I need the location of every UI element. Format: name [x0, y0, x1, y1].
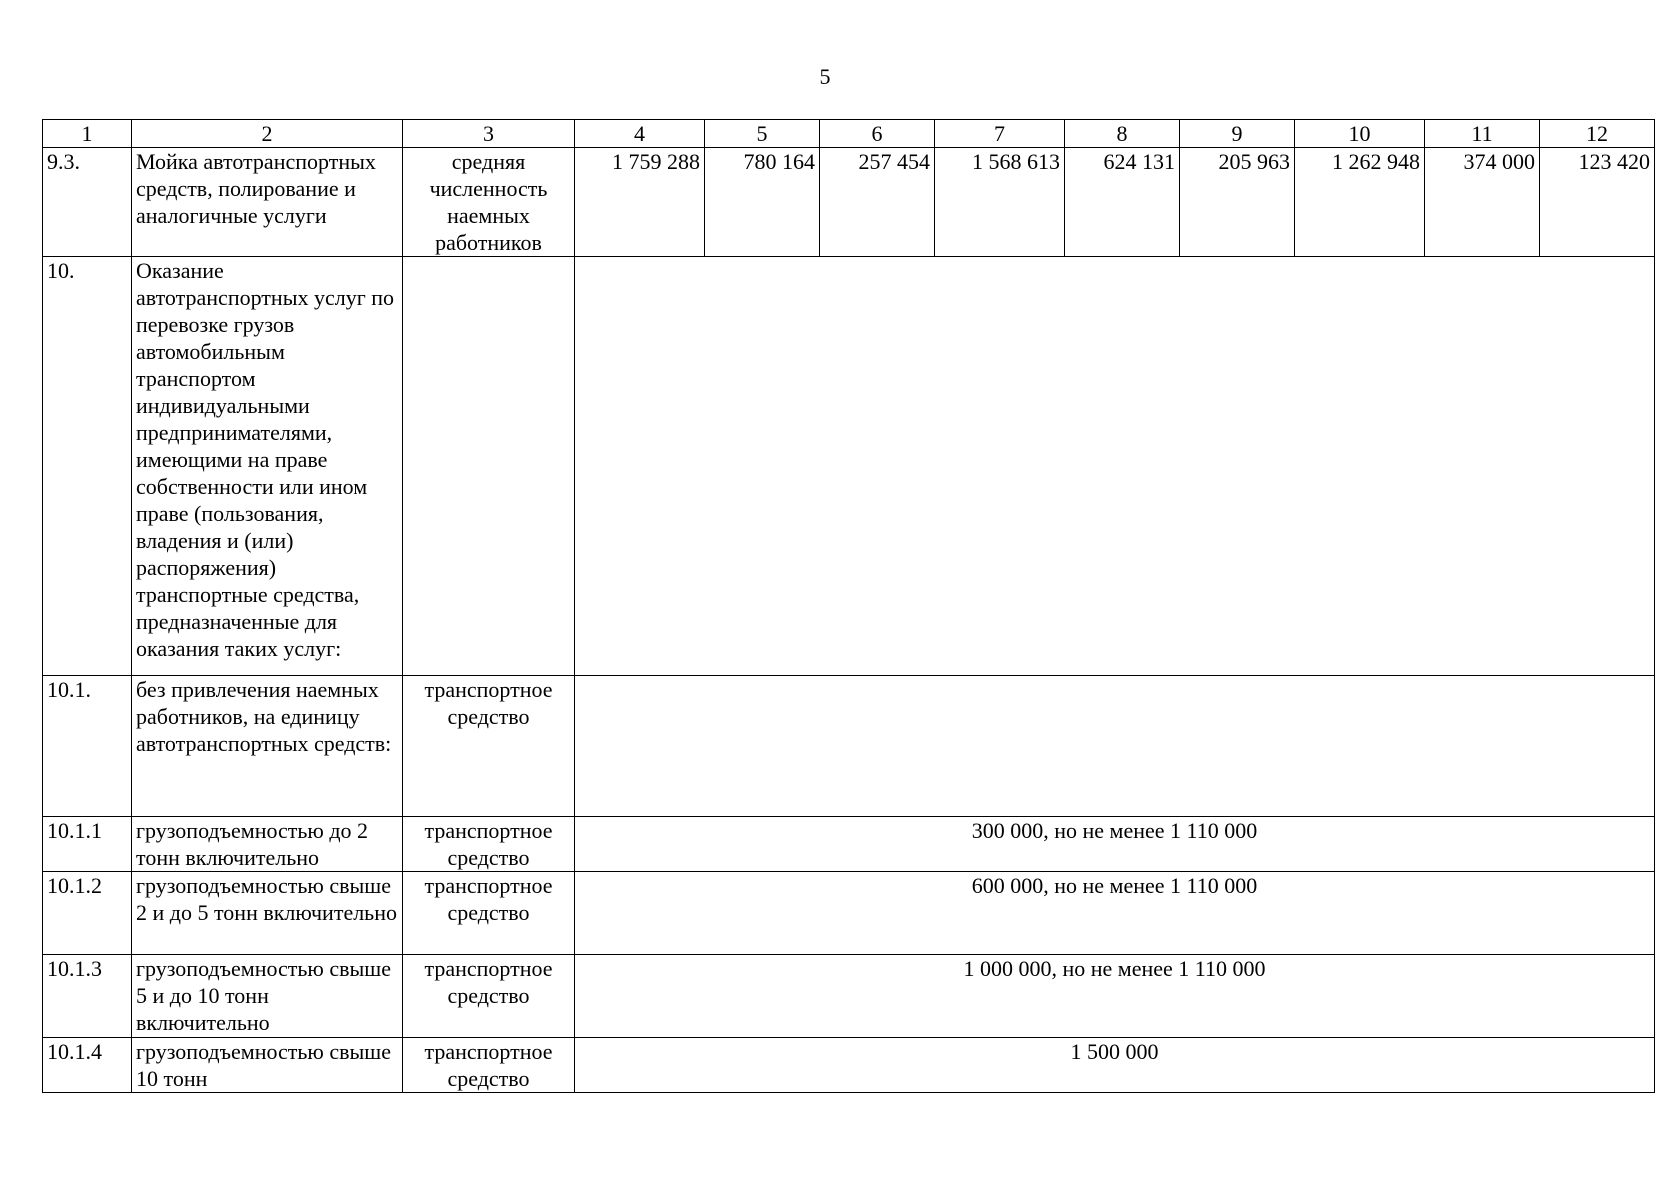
- value-cell: 780 164: [705, 148, 820, 257]
- row-number: 9.3.: [43, 148, 132, 257]
- page-number: 5: [819, 64, 831, 89]
- row-unit: транспортное средство: [403, 676, 575, 817]
- value-cell: 205 963: [1180, 148, 1295, 257]
- column-header: 3: [403, 120, 575, 148]
- column-header: 4: [575, 120, 705, 148]
- column-header: 10: [1295, 120, 1425, 148]
- row-name: грузоподъемностью свыше 2 и до 5 тонн включительно: [132, 872, 403, 955]
- value-cell: 123 420: [1540, 148, 1655, 257]
- value-cell: 1 759 288: [575, 148, 705, 257]
- column-header: 11: [1425, 120, 1540, 148]
- value-cell: 374 000: [1425, 148, 1540, 257]
- table-row: [43, 872, 1655, 955]
- row-number: 10.1.2: [43, 872, 132, 955]
- row-number: 10.1.: [43, 676, 132, 817]
- merged-value-cell: 1 500 000: [575, 1038, 1655, 1093]
- row-name: без привлечения наемных работников, на единицу автотранспортных средств:: [132, 676, 403, 817]
- value-cell: 1 262 948: [1295, 148, 1425, 257]
- row-unit: транспортное средство: [403, 955, 575, 1038]
- row-name: грузоподъемностью до 2 тонн включительно: [132, 817, 403, 872]
- value-cell: 257 454: [820, 148, 935, 257]
- row-number: 10.: [43, 257, 132, 676]
- row-number: 10.1.4: [43, 1038, 132, 1093]
- table-row: [43, 1038, 1655, 1093]
- value-cell: 624 131: [1065, 148, 1180, 257]
- row-unit: транспортное средство: [403, 817, 575, 872]
- merged-value-cell: [575, 676, 1655, 817]
- column-header: 6: [820, 120, 935, 148]
- merged-value-cell: [575, 257, 1655, 676]
- tax-rates-table: [42, 119, 1655, 1093]
- merged-value-cell: 600 000, но не менее 1 110 000: [575, 872, 1655, 955]
- row-number: 10.1.3: [43, 955, 132, 1038]
- column-header: 7: [935, 120, 1065, 148]
- row-name: грузоподъемностью свыше 10 тонн: [132, 1038, 403, 1093]
- column-header: 2: [132, 120, 403, 148]
- column-header: 8: [1065, 120, 1180, 148]
- row-unit: [403, 257, 575, 676]
- merged-value-cell: 1 000 000, но не менее 1 110 000: [575, 955, 1655, 1038]
- row-unit: средняя численность наемных работников: [403, 148, 575, 257]
- merged-value-cell: 300 000, но не менее 1 110 000: [575, 817, 1655, 872]
- table-row: [43, 148, 1655, 257]
- row-unit: транспортное средство: [403, 1038, 575, 1093]
- row-name: Оказание автотранспортных услуг по перевозке грузов автомобильным транспортом индивидуальными предпринимателями, имеющими на праве собственности или ином праве (пользования, владения и (или) распоряжения) транспортные средства, предназначенные для оказания таких услуг:: [132, 257, 403, 676]
- column-header: 5: [705, 120, 820, 148]
- header-row: [43, 120, 1655, 148]
- value-cell: 1 568 613: [935, 148, 1065, 257]
- column-header: 1: [43, 120, 132, 148]
- table-row: [43, 817, 1655, 872]
- table-row: [43, 676, 1655, 817]
- table-row: [43, 955, 1655, 1038]
- row-name: грузоподъемностью свыше 5 и до 10 тонн включительно: [132, 955, 403, 1038]
- table-row: [43, 257, 1655, 676]
- row-number: 10.1.1: [43, 817, 132, 872]
- row-name: Мойка автотранспортных средств, полирование и аналогичные услуги: [132, 148, 403, 257]
- column-header: 9: [1180, 120, 1295, 148]
- column-header: 12: [1540, 120, 1655, 148]
- row-unit: транспортное средство: [403, 872, 575, 955]
